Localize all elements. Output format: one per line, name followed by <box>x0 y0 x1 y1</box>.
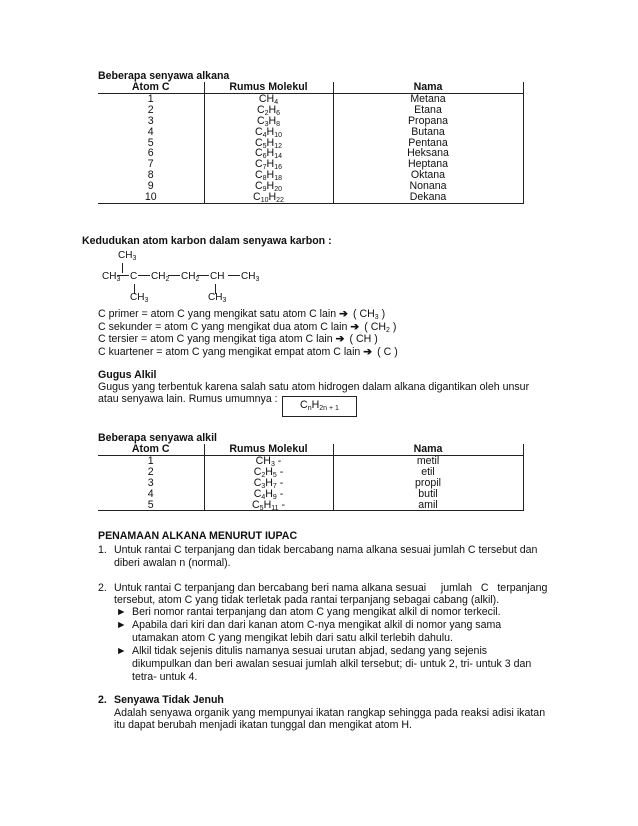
alkana-cell-name: Metana <box>333 93 523 104</box>
tidak-jenuh-number: 2. <box>98 694 107 706</box>
alkil-cell-name: etil <box>333 467 523 478</box>
mol-ch2-a: $CH_2$ <box>151 271 170 283</box>
alkana-cell-atom: 7 <box>98 159 204 170</box>
general-formula-box: $C_nH_{2n + 1}$ <box>282 396 357 417</box>
alkil-cell-atom: 2 <box>98 467 204 478</box>
tidak-jenuh-line-2: itu dapat berubah menjadi ikatan tunggal dan mengikat atom H. <box>114 719 412 731</box>
iupac-bullet-3-line-3: tetra- untuk 4. <box>132 671 198 683</box>
alkana-cell-formula: $C_8H_{18}$ <box>204 170 333 181</box>
alkana-row <box>98 105 523 116</box>
bond-1 <box>117 275 129 276</box>
alkana-cell-name: Heptana <box>333 159 523 170</box>
alkana-cell-name: Etana <box>333 105 523 116</box>
iupac-bullet-1: Beri nomor rantai terpanjang dan atom C yang mengikat alkil di nomor terkecil. <box>132 606 501 618</box>
alkana-cell-atom: 9 <box>98 181 204 192</box>
arrow-right-icon: ➔ <box>335 333 345 345</box>
gugus-line-1: Gugus yang terbentuk karena salah satu atom hidrogen dalam alkana digantikan oleh unsur <box>98 381 530 393</box>
mol-ch3-right: $CH_3$ <box>241 271 260 283</box>
alkana-cell-name: Oktana <box>333 170 523 181</box>
iupac-item-2-number: 2. <box>98 582 107 594</box>
bond-3 <box>168 275 180 276</box>
alkana-row <box>98 148 523 159</box>
alkil-cell-formula: $CH_3$ - <box>204 455 333 466</box>
alkil-row <box>98 467 523 478</box>
alkana-cell-atom: 10 <box>98 192 204 203</box>
alkana-cell-formula: $C_5H_{12}$ <box>204 138 333 149</box>
alkil-row <box>98 478 523 489</box>
alkana-cell-atom: 4 <box>98 127 204 138</box>
iupac-bullet-2-line-1: Apabila dari kiri dan dari kanan atom C-nya mengikat alkil di nomor yang sama <box>132 619 502 631</box>
alkana-cell-formula: $C_9H_{20}$ <box>204 181 333 192</box>
alkana-header-nama: Nama <box>333 82 523 93</box>
iupac-item-1-line-2: diberi awalan n (normal). <box>114 557 231 569</box>
alkil-cell-name: amil <box>333 500 523 511</box>
bullet-icon: ► <box>116 606 127 618</box>
alkana-cell-name: Nonana <box>333 181 523 192</box>
mol-ch: CH <box>210 271 225 282</box>
alkil-cell-name: butil <box>333 489 523 500</box>
alkana-cell-formula: $C_{10}H_{22}$ <box>204 192 333 203</box>
alkana-table <box>98 82 524 204</box>
mol-c: C <box>130 271 138 282</box>
bullet-icon: ► <box>116 645 127 657</box>
alkil-row <box>98 489 523 500</box>
alkana-cell-atom: 8 <box>98 170 204 181</box>
alkil-cell-atom: 3 <box>98 478 204 489</box>
alkil-cell-name: propil <box>333 478 523 489</box>
bullet-icon: ► <box>116 619 127 631</box>
alkil-cell-formula: $C_4H_9$ - <box>204 489 333 500</box>
tidak-jenuh-line-1: Adalah senyawa organik yang mempunyai ikatan rangkap sehingga pada reaksi adisi ikatan <box>114 707 546 719</box>
alkana-row <box>98 192 523 203</box>
alkana-cell-atom: 3 <box>98 116 204 127</box>
alkil-row <box>98 500 523 511</box>
alkil-cell-atom: 5 <box>98 500 204 511</box>
gugus-line-2: atau senyawa lain. Rumus umumnya : <box>98 393 278 405</box>
alkil-header-atom: Atom C <box>98 444 204 455</box>
alkana-cell-name: Pentana <box>333 138 523 149</box>
iupac-bullet-2-line-2: utamakan atom C yang mengikat lebih dari satu alkil terlebih dahulu. <box>132 632 453 644</box>
alkana-cell-name: Propana <box>333 116 523 127</box>
alkil-row <box>98 455 523 466</box>
bond-4 <box>197 275 209 276</box>
bond-top <box>122 263 123 273</box>
alkil-header-rumus: Rumus Molekul <box>204 444 333 455</box>
iupac-item-2-line-2: tersebut, atom C yang tidak terletak pada rantai terpanjang sebagai cabang (alkil). <box>114 594 500 606</box>
alkana-cell-name: Butana <box>333 127 523 138</box>
alkana-row <box>98 181 523 192</box>
arrow-right-icon: ➔ <box>350 320 360 333</box>
tidak-jenuh-title: Senyawa Tidak Jenuh <box>114 694 224 706</box>
bond-2 <box>138 275 150 276</box>
mol-ch3-left: $CH_3$ <box>102 271 121 283</box>
alkana-row <box>98 170 523 181</box>
alkana-header-atom: Atom C <box>98 82 204 93</box>
alkana-title: Beberapa senyawa alkana <box>98 70 230 82</box>
carbon-definition: C sekunder = atom C yang mengikat dua atom C lain ➔ ( $CH_2$ ) <box>98 320 397 334</box>
definitions-list <box>98 308 398 358</box>
alkana-cell-formula: $C_7H_{16}$ <box>204 159 333 170</box>
alkana-cell-atom: 5 <box>98 138 204 149</box>
mol-top-ch3: $CH_3$ <box>118 250 137 262</box>
alkana-row <box>98 93 523 104</box>
iupac-item-1-number: 1. <box>98 544 107 556</box>
alkana-cell-formula: $C_3H_8$ <box>204 116 333 127</box>
bond-5 <box>228 275 240 276</box>
alkil-cell-name: metil <box>333 455 523 466</box>
carbon-definition: C primer = atom C yang mengikat satu atom C lain ➔ ( $CH_3$ ) <box>98 308 386 321</box>
alkana-cell-atom: 6 <box>98 148 204 159</box>
alkana-row <box>98 159 523 170</box>
alkana-cell-formula: $C_4H_{10}$ <box>204 127 333 138</box>
iupac-item-2-line-1: Untuk rantai C terpanjang dan bercabang beri nama alkana sesuai jumlah C terpanjang <box>114 582 548 594</box>
alkana-header-rumus: Rumus Molekul <box>204 82 333 93</box>
alkana-cell-formula: $C_6H_{14}$ <box>204 148 333 159</box>
alkil-title: Beberapa senyawa alkil <box>98 432 217 444</box>
arrow-right-icon: ➔ <box>339 308 348 320</box>
alkil-cell-formula: $C_2H_5$ - <box>204 467 333 478</box>
iupac-bullet-3-line-2: dikumpulkan dan beri awalan sesuai jumlah alkil tersebut; di- untuk 2, tri- untuk 3 dan <box>132 658 532 670</box>
kedudukan-title: Kedudukan atom karbon dalam senyawa karbon : <box>82 235 332 247</box>
alkana-cell-formula: $C_2H_6$ <box>204 105 333 116</box>
alkil-cell-formula: $C_3H_7$ - <box>204 478 333 489</box>
carbon-definition: C kuartener = atom C yang mengikat empat atom C lain ➔ ( C ) <box>98 345 398 358</box>
carbon-definition: C tersier = atom C yang mengikat tiga atom C lain ➔ ( CH ) <box>98 333 378 345</box>
mol-bottom-right-ch3: $CH_3$ <box>208 292 227 304</box>
alkana-row <box>98 116 523 127</box>
alkil-cell-formula: $C_5H_{11}$ - <box>204 500 333 511</box>
arrow-right-icon: ➔ <box>363 345 373 358</box>
alkil-table <box>98 444 524 511</box>
alkana-cell-atom: 2 <box>98 105 204 116</box>
iupac-item-1-line-1: Untuk rantai C terpanjang dan tidak bercabang nama alkana sesuai jumlah C tersebut dan <box>114 544 538 556</box>
iupac-bullet-3-line-1: Alkil tidak sejenis ditulis namanya sesuai urutan abjad, sedang yang sejenis <box>132 645 488 657</box>
alkana-cell-formula: $CH_4$ <box>204 93 333 104</box>
alkana-row <box>98 138 523 149</box>
gugus-title: Gugus Alkil <box>98 369 157 381</box>
alkana-row <box>98 127 523 138</box>
alkana-cell-atom: 1 <box>98 93 204 104</box>
mol-ch2-b: $CH_2$ <box>181 271 200 283</box>
iupac-title: PENAMAAN ALKANA MENURUT IUPAC <box>98 530 298 542</box>
alkana-cell-name: Dekana <box>333 192 523 203</box>
alkil-header-nama: Nama <box>333 444 523 455</box>
alkil-cell-atom: 1 <box>98 455 204 466</box>
mol-bottom-left-ch3: $CH_3$ <box>130 292 149 304</box>
alkana-cell-name: Heksana <box>333 148 523 159</box>
alkil-cell-atom: 4 <box>98 489 204 500</box>
